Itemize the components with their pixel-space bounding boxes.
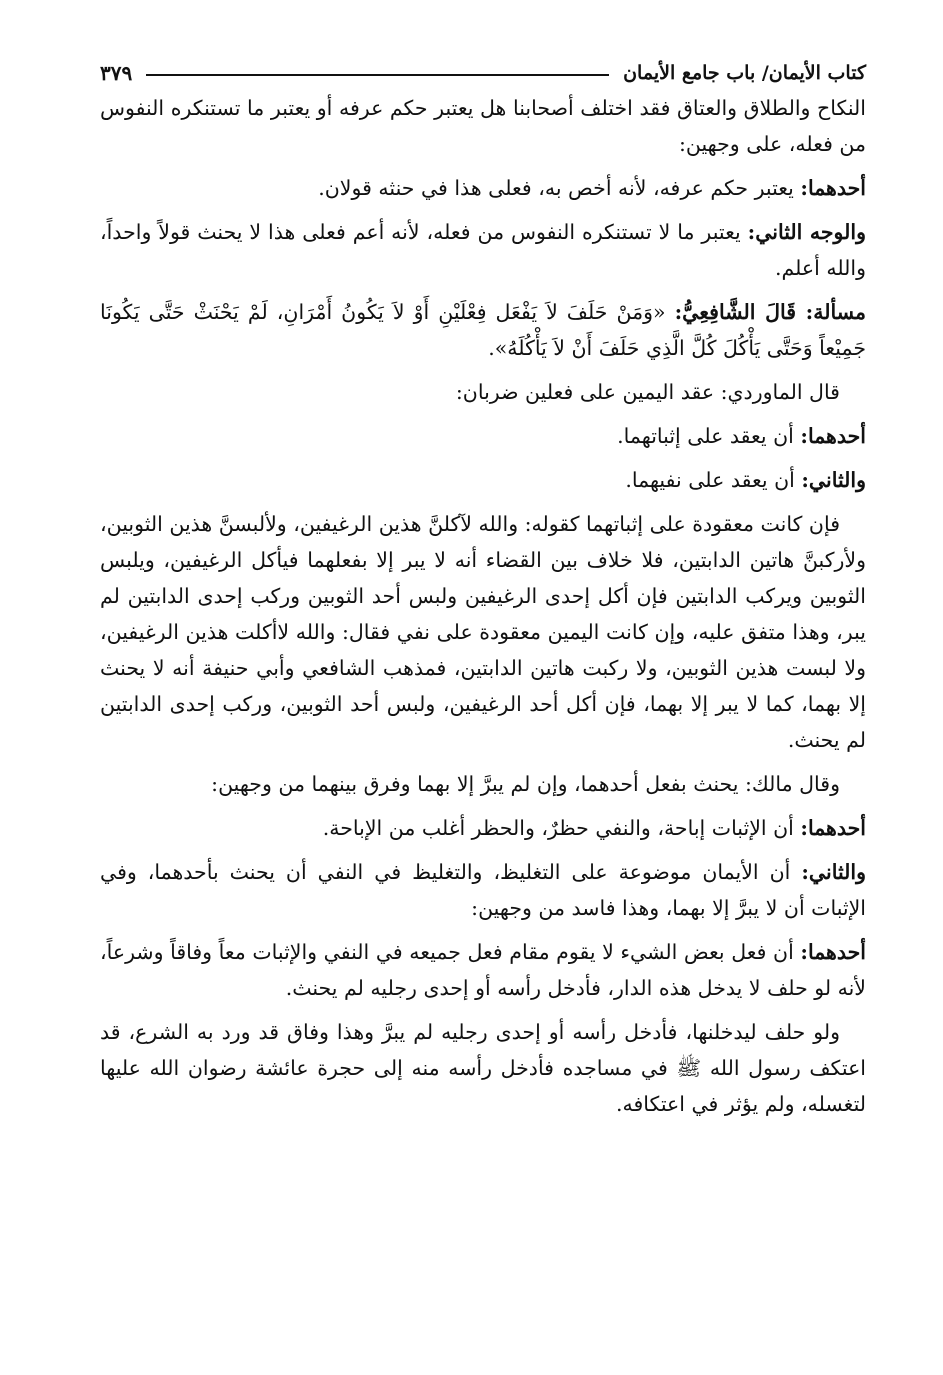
paragraph-text: أن يعقد على نفيهما. xyxy=(625,468,795,492)
paragraph-text: أن الأيمان موضوعة على التغليظ، والتغليظ في النفي أن يحنث بأحدهما، وفي الإثبات أن لا يبرَّ إلا بهما، وهذا فاسد من وجهين: xyxy=(100,860,866,920)
page-number: ٣٧٩ xyxy=(100,61,133,85)
paragraph-lead: أحدهما: xyxy=(800,816,866,840)
paragraph-lead: أحدهما: xyxy=(800,176,866,200)
paragraph-text: وقال مالك: يحنث بفعل أحدهما، وإن لم يبرَّ إلا بهما وفرق بينهما من وجهين: xyxy=(211,772,840,796)
paragraph-lead: والوجه الثاني: xyxy=(747,220,866,244)
paragraph-text: يعتبر حكم عرفه، لأنه أخص به، فعلى هذا في حنثه قولان. xyxy=(318,176,794,200)
page-header xyxy=(100,56,866,90)
paragraph-text: فإن كانت معقودة على إثباتهما كقوله: والله لآكلنَّ هذين الرغيفين، ولألبسنَّ هذين الثوبين، ولأركبنَّ هاتين الدابتين، فلا خلاف بين القضاء أنه لا يبر إلا بفعلهما فيأكل الرغيفين، ويلبس الثوبين ويركب الدابتين فإن أكل إحدى الرغيفين ولبس أحد الثوبين وركب إحدى الدابتين لم يبر، وهذا متفق عليه، وإن كانت اليمين معقودة على نفي فقال: والله لاأكلت هذين الرغيفين، ولا لبست هذين الثوبين، ولا ركبت هاتين الدابتين، فمذهب الشافعي وأبي حنيفة أنه لا يحنث إلا بهما، كما لا يبر إلا بهما، فإن أكل أحد الرغيفين، ولبس أحد الثوبين، وركب إحدى الدابتين لم يحنث. xyxy=(100,512,866,752)
paragraph-text: النكاح والطلاق والعتاق فقد اختلف أصحابنا هل يعتبر حكم عرفه أو يعتبر ما تستنكره النفوس من فعله، على وجهين: xyxy=(100,96,866,156)
paragraph-text: يعتبر ما لا تستنكره النفوس من فعله، لأنه أعم فعلى هذا لا يحنث قولاً واحداً، والله أعلم. xyxy=(100,220,866,280)
paragraph-4-masala xyxy=(100,294,866,366)
paragraph-8 xyxy=(100,506,866,758)
paragraph-lead: أحدهما: xyxy=(800,940,866,964)
paragraph-lead: والثاني: xyxy=(801,860,866,884)
paragraph-lead: مسألة: قَالَ الشَّافِعِيُّ: xyxy=(674,300,866,324)
shafii-quote: «وَمَنْ حَلَفَ لاَ يَفْعَل فِعْلَيْنِ أَوْ لاَ يَكُونُ أَمْرَانِ، لَمْ يَحْنَثْ حَتَّى يَكُونَا جَمِيْعاً وَحَتَّى يَأْكُلَ كُلَّ الَّذِي حَلَفَ أَنْ لاَ يَأْكُلَهُ». xyxy=(100,300,866,360)
paragraph-3 xyxy=(100,214,866,286)
paragraph-9 xyxy=(100,766,866,802)
paragraph-text: أن فعل بعض الشيء لا يقوم مقام فعل جميعه في النفي والإثبات معاً وفاقاً وشرعاً، لأنه لو حلف لا يدخل هذه الدار، فأدخل رأسه أو إحدى رجليه لم يحنث. xyxy=(100,940,866,1000)
paragraph-text: قال الماوردي: عقد اليمين على فعلين ضربان: xyxy=(455,380,840,404)
paragraph-6 xyxy=(100,418,866,454)
paragraph-2 xyxy=(100,170,866,206)
paragraph-5 xyxy=(100,374,866,410)
paragraph-text: أن الإثبات إباحة، والنفي حظرٌ، والحظر أغلب من الإباحة. xyxy=(322,816,794,840)
paragraph-11 xyxy=(100,854,866,926)
paragraph-12 xyxy=(100,934,866,1006)
book-chapter-title: كتاب الأيمان/ باب جامع الأيمان xyxy=(623,62,866,84)
paragraph-text: ولو حلف ليدخلنها، فأدخل رأسه أو إحدى رجليه لم يبرَّ وهذا وفاق قد ورد به الشرع، قد اعتكف رسول الله ﷺ في مساجده فأدخل رأسه منه إلى حجرة عائشة رضوان الله عليها لتغسله، ولم يؤثر في اعتكافه. xyxy=(100,1020,866,1116)
paragraph-lead: أحدهما: xyxy=(800,424,866,448)
paragraph-10 xyxy=(100,810,866,846)
paragraph-text: أن يعقد على إثباتهما. xyxy=(617,424,794,448)
document-page xyxy=(100,56,866,1122)
header-divider xyxy=(146,74,609,76)
paragraph-7 xyxy=(100,462,866,498)
paragraph-13 xyxy=(100,1014,866,1122)
paragraph-lead: والثاني: xyxy=(801,468,866,492)
paragraph-1 xyxy=(100,90,866,162)
